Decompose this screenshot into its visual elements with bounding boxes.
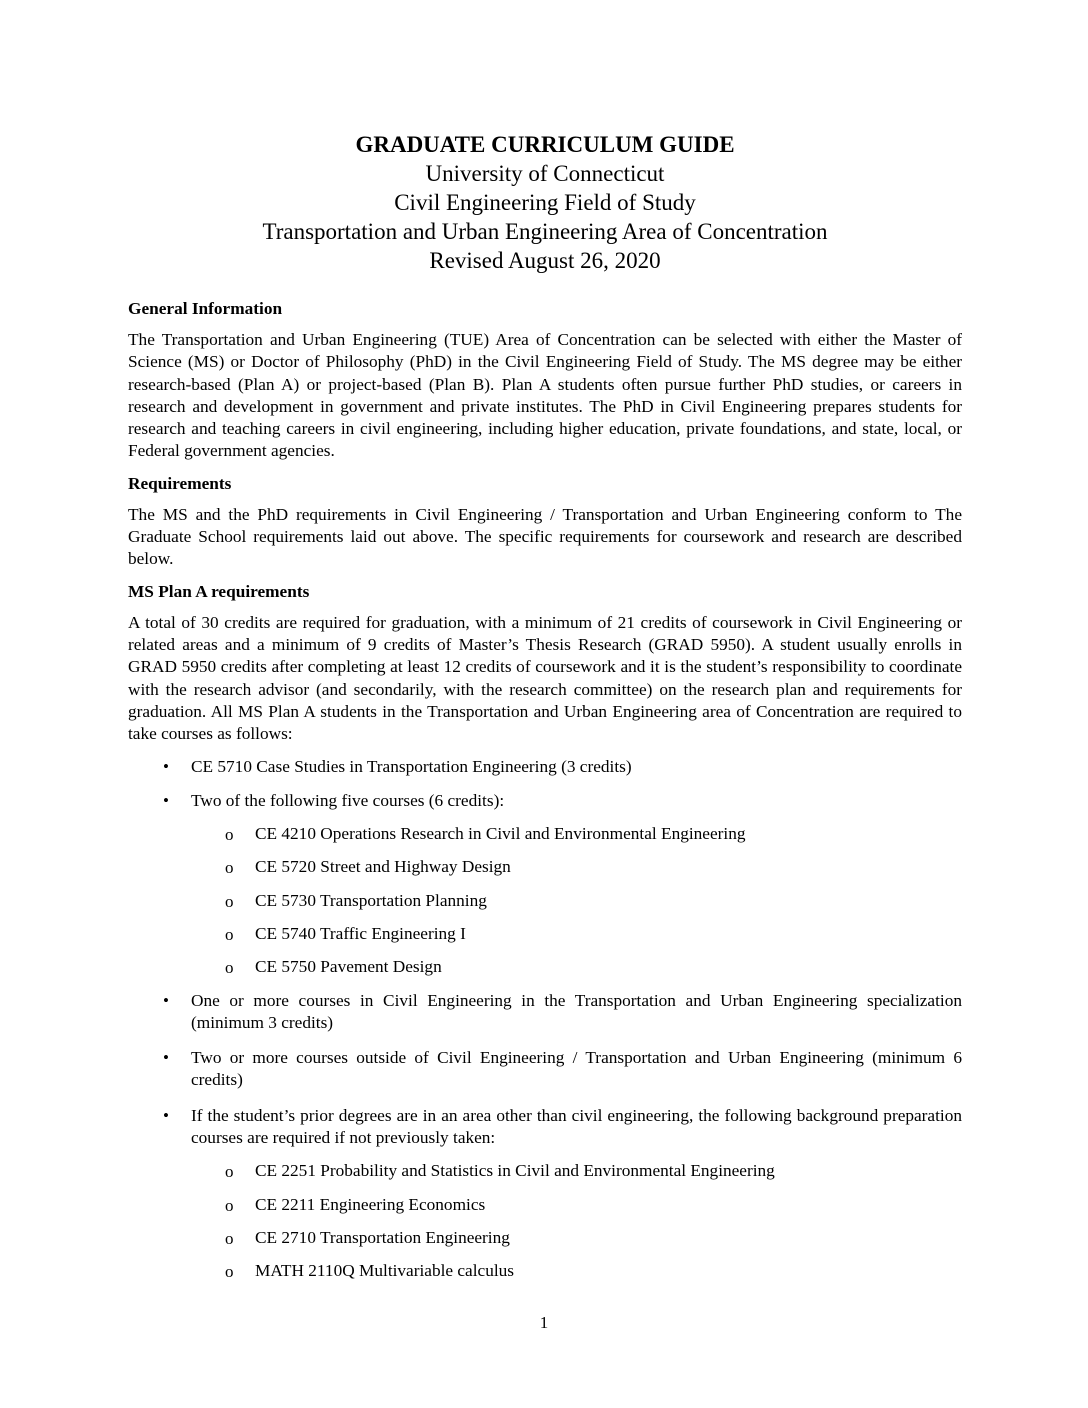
list-item-text: CE 5710 Case Studies in Transportation Engineering (3 credits) [191, 757, 632, 777]
circle-bullet-icon: o [225, 958, 234, 978]
circle-bullet-icon: o [225, 924, 234, 944]
university-name: University of Connecticut [425, 161, 665, 186]
course-requirements-list [128, 756, 962, 812]
page-number: 1 [539, 1313, 549, 1332]
field-of-study: Civil Engineering Field of Study [394, 190, 696, 215]
circle-bullet-icon: o [225, 1162, 234, 1182]
list-item [128, 990, 962, 1035]
bullet-icon: • [163, 1105, 169, 1125]
sub-list-item [128, 923, 962, 945]
sub-list-item-text: CE 2710 Transportation Engineering [255, 1227, 510, 1247]
circle-bullet-icon: o [225, 1228, 234, 1248]
list-item-text: Two of the following five courses (6 credits): [191, 790, 505, 810]
circle-bullet-icon: o [225, 1195, 234, 1215]
bullet-icon: • [163, 790, 169, 810]
document-title: GRADUATE CURRICULUM GUIDE [355, 132, 735, 157]
sub-list-item-text: CE 2211 Engineering Economics [255, 1194, 486, 1214]
ms-plan-a-section [128, 581, 962, 1283]
sub-list-item-text: CE 5740 Traffic Engineering I [255, 923, 466, 943]
revised-date: Revised August 26, 2020 [429, 248, 661, 273]
sub-list-item-text: CE 5730 Transportation Planning [255, 890, 487, 910]
sub-list-item [128, 890, 962, 912]
list-item [128, 1047, 962, 1092]
list-item [128, 756, 962, 778]
sub-list-item [128, 823, 962, 845]
sub-list-item-text: CE 5720 Street and Highway Design [255, 857, 511, 877]
course-requirements-list-continued [128, 990, 962, 1150]
bullet-icon: • [163, 1048, 169, 1068]
general-information-text: The Transportation and Urban Engineering (TUE) Area of Concentration can be selected with either the Master of Science (MS) or Doctor of Philosophy (PhD) in the Civil Engineering Field of Study. The MS degree may be either research-based (Plan A) or project-based (Plan B). Plan A students often pursue further PhD studies, or careers in research and development in government and private institutes. The PhD in Civil Engineering prepares students for research and teaching careers in civil engineering, including higher education, private foundations, and state, local, or Federal government agencies. [128, 330, 962, 461]
sub-list-item-text: CE 4210 Operations Research in Civil and Environmental Engineering [255, 824, 746, 844]
requirements-heading: Requirements [128, 473, 232, 493]
list-item [128, 790, 962, 812]
sub-course-list [128, 823, 962, 978]
bullet-icon: • [163, 990, 169, 1010]
ms-plan-a-heading: MS Plan A requirements [128, 581, 310, 601]
area-of-concentration: Transportation and Urban Engineering Area of Concentration [262, 219, 828, 244]
background-course-list [128, 1160, 962, 1282]
sub-list-item [128, 1194, 962, 1216]
general-information-section [128, 298, 962, 463]
requirements-section [128, 473, 962, 571]
sub-list-item [128, 1227, 962, 1249]
document-page [128, 0, 962, 1283]
bullet-icon: • [163, 757, 169, 777]
list-item-text: One or more courses in Civil Engineering in the Transportation and Urban Engineering specialization (minimum 3 credits) [191, 990, 962, 1032]
sub-list-item [128, 856, 962, 878]
requirements-text: The MS and the PhD requirements in Civil Engineering / Transportation and Urban Engineering conform to The Graduate School requirements laid out above. The specific requirements for coursework and research are described below. [128, 504, 962, 569]
circle-bullet-icon: o [225, 858, 234, 878]
circle-bullet-icon: o [225, 1262, 234, 1282]
sub-list-item-text: CE 5750 Pavement Design [255, 957, 442, 977]
general-information-heading: General Information [128, 299, 283, 318]
sub-list-item [128, 956, 962, 978]
title-block [128, 130, 962, 275]
sub-list-item [128, 1260, 962, 1282]
ms-plan-a-text: A total of 30 credits are required for graduation, with a minimum of 21 credits of coursework in Civil Engineering or related areas and a minimum of 9 credits of Master’s Thesis Research (GRAD 5950). A student usually enrolls in GRAD 5950 credits after completing at least 12 credits of coursework and it is the student’s responsibility to coordinate with the research advisor (and secondarily, with the research committee) on the research plan and requirements for graduation. All MS Plan A students in the Transportation and Urban Engineering area of Concentration are required to take courses as follows: [128, 612, 962, 744]
sub-list-item-text: MATH 2110Q Multivariable calculus [255, 1261, 515, 1281]
circle-bullet-icon: o [225, 891, 234, 911]
circle-bullet-icon: o [225, 825, 234, 845]
sub-list-item [128, 1160, 962, 1182]
list-item-text: If the student’s prior degrees are in an area other than civil engineering, the following background preparation courses are required if not previously taken: [191, 1105, 962, 1148]
sub-list-item-text: CE 2251 Probability and Statistics in Civil and Environmental Engineering [255, 1161, 775, 1181]
list-item-text: Two or more courses outside of Civil Engineering / Transportation and Urban Engineering (minimum 6 credits) [191, 1048, 962, 1090]
list-item [128, 1105, 962, 1150]
